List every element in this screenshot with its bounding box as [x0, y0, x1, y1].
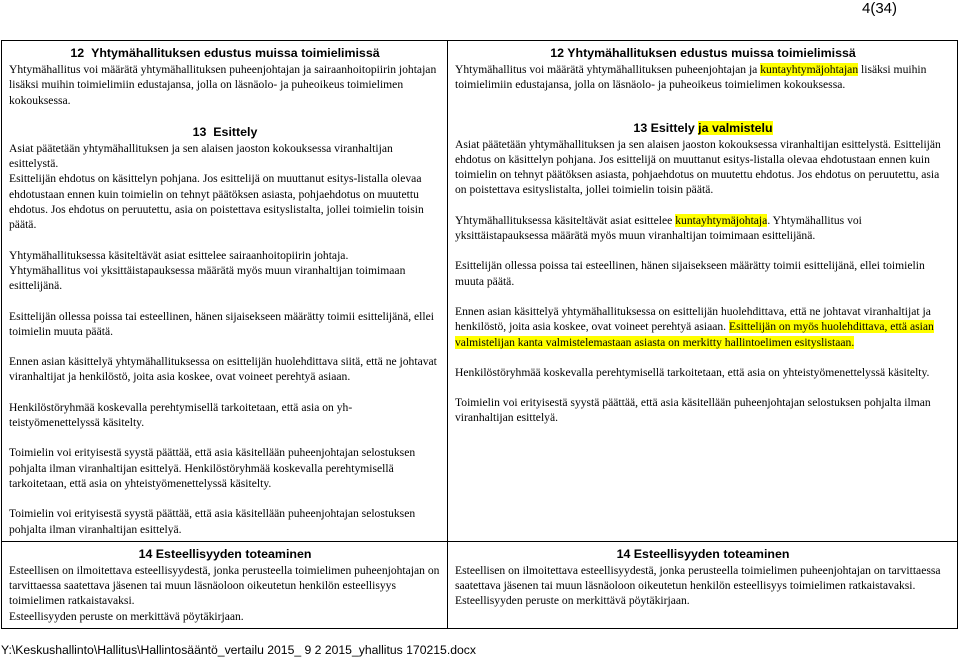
new-version-cell [448, 541, 958, 628]
section-13-para-new: Esittelijän ollessa poissa tai esteellinen, hänen sijaisekseen määrätty toimii esittelijänä, ellei toimielin muuta päätä. [455, 259, 925, 288]
comparison-table [1, 40, 958, 629]
section-13-para: Asiat päätetään yhtymähallituksen ja sen alaisen jaoston kokouksessa viranhaltijan esittelystä. [9, 141, 393, 171]
new-version-cell [448, 41, 958, 542]
section-13-para: Toimielin voi erityisestä syystä päättää, että asia käsitellään puheenjohtajan selostuksen pohjalta ilman viranhaltijan esittelyä. [9, 507, 416, 536]
section-12-text-old: Yhtymähallitus voi määrätä yhtymähallituksen puheenjohtajan ja sairaanhoitopiirin johtajan lisäksi muihin toimielimiin edustajansa, jolla on läsnäolo- ja puheoikeus toimielimen kokouksessa. [9, 63, 437, 107]
section-14-heading-old: 14 Esteellisyyden toteaminen [138, 546, 312, 561]
section-12-heading-old: 12 Yhtymähallituksen edustus muissa toimielimissä [70, 46, 380, 60]
section-13-para: Esittelijän ollessa poissa tai esteellinen, hänen sijaisekseen määrätty toimii esittelijänä, ellei toimielin muuta päätä. [9, 309, 434, 338]
section-13-para-new: Henkilöstöryhmää koskevalla perehtymisellä tarkoitetaan, että asia on yhteistyömenettelyssä käsitelty. [455, 365, 930, 379]
page-number: 4(34) [862, 0, 898, 17]
section-13-para-new: Yhtymähallituksessa käsiteltävät asiat esittelee kuntayhtymäjohtaja. Yhtymähallitus voi yksittäistapauksessa määrätä myös muun viranhaltijan toimimaan esittelijänä. [455, 213, 862, 243]
section-13-heading-old: 13 Esittely [192, 124, 258, 139]
section-13-para: Henkilöstöryhmää koskevalla perehtymisellä tarkoitetaan, että asia on yh-teistyömenettelyssä käsitelty. [9, 400, 353, 430]
section-13-para: Yhtymähallitus voi yksittäistapauksessa määrätä myös muun viranhaltijan toimimaan esittelijänä. [9, 263, 406, 293]
old-version-cell [2, 541, 448, 628]
section-13-heading-new: 13 Esittely ja valmistelu [633, 120, 773, 135]
section-14-text-new: Esteellisyyden peruste on merkittävä pöytäkirjaan. [455, 594, 690, 608]
section-14-text-new: Esteellisen on ilmoitettava esteellisyydestä, jonka perusteella toimielimen puheenjohtajan on tarvittaessa saatettava jäsenen tai muun läsnäoloon oikeutetun henkilön esteellisyys toimielimen ratkaistavaksi. [455, 563, 941, 593]
table-row [2, 541, 958, 628]
section-13-para-new: Asiat päätetään yhtymähallituksen ja sen alaisen jaoston kokouksessa viranhaltijan esittelystä. Esittelijän ehdotus on käsittelyn pohjana. Jos esittelijä on muuttanut esitys-listalla olevaa ehdotustaan ennen kuin toimielin on tehnyt päätöksen asiasta, pohjaehdotus on muutettu ehdotus. Jos ehdotus on peruutettu, asia on poistettava esityslistalta, jollei toimielin toisin päätä. [455, 137, 941, 197]
section-14-text-old: Esteellisyyden peruste on merkittävä pöytäkirjaan. [9, 609, 244, 623]
section-14-text-old: Esteellisen on ilmoitettava esteellisyydestä, jonka perusteella toimielimen puheenjohtajan on tarvittaessa saatettava jäsenen tai muun läsnäoloon oikeutetun henkilön esteellisyys toimielimen ratkaistavaksi. [9, 563, 440, 608]
section-13-para-new: Ennen asian käsittelyä yhtymähallituksessa on esittelijän huolehdittava, että ne johtavat viranhaltijat ja henkilöstö, joita asia koskee, ovat voineet perehtyä asiaan. Esittelijän on myös huolehdittava, että asian valmistelijan kanta valmistelemastaan asiasta on merkitty hallintoelimen esityslistaan. [455, 304, 934, 349]
section-13-para: Toimielin voi erityisestä syystä päättää, että asia käsitellään puheenjohtajan selostuksen pohjalta ilman viranhaltijan esittelyä. Henkilöstöryhmää koskevalla perehtymisellä tarkoitetaan, että asia on yhteistyömenettelyssä käsitelty. [9, 446, 416, 490]
section-13-para: Esittelijän ehdotus on käsittelyn pohjana. Jos esittelijä on muuttanut esitys-listalla olevaa ehdotustaan ennen kuin toimielin on tehnyt päätöksen asiasta, pohjaehdotus on muutettu ehdotus. Jos ehdotus on peruutettu, asia on poistettava esityslistalta, jollei toimielin toisin päätä. [9, 172, 424, 232]
table-row [2, 41, 958, 542]
section-14-heading-new: 14 Esteellisyyden toteaminen [616, 546, 790, 561]
footer-file-path: Y:\Keskushallinto\Hallitus\Hallintosääntö_vertailu 2015_ 9 2 2015_yhallitus 170215.docx [1, 643, 476, 657]
highlighted-change: kuntayhtymäjohtajan [760, 63, 859, 76]
section-13-para: Yhtymähallituksessa käsiteltävät asiat esittelee sairaanhoitopiirin johtaja. [9, 248, 349, 262]
section-13-para: Ennen asian käsittelyä yhtymähallituksessa on esittelijän huolehdittava siitä, että ne johtavat viranhaltijat ja henkilöstö, joita asia koskee, ovat voineet perehtyä asiaan. [9, 355, 437, 384]
highlighted-change: kuntayhtymäjohtaja [675, 213, 768, 227]
highlighted-change: Esittelijän on myös huolehdittava, että asian valmistelijan kanta valmistelemastaan asiasta on merkitty hallintoelimen esityslistaan. [455, 320, 934, 349]
section-12-heading-new: 12 Yhtymähallituksen edustus muissa toimielimissä [550, 46, 856, 60]
section-13-para-new: Toimielin voi erityisestä syystä päättää, että asia käsitellään puheenjohtajan selostuksen pohjalta ilman viranhaltijan esittelyä. [455, 396, 931, 425]
section-12-text-new: Yhtymähallitus voi määrätä yhtymähallituksen puheenjohtajan ja kuntayhtymäjohtajan lisäksi muihin toimielimiin edustajansa, jolla on läsnäolo- ja puheoikeus toimielimen kokouksessa. [455, 63, 927, 92]
highlighted-change: ja valmistelu [698, 120, 773, 135]
old-version-cell [2, 41, 448, 542]
